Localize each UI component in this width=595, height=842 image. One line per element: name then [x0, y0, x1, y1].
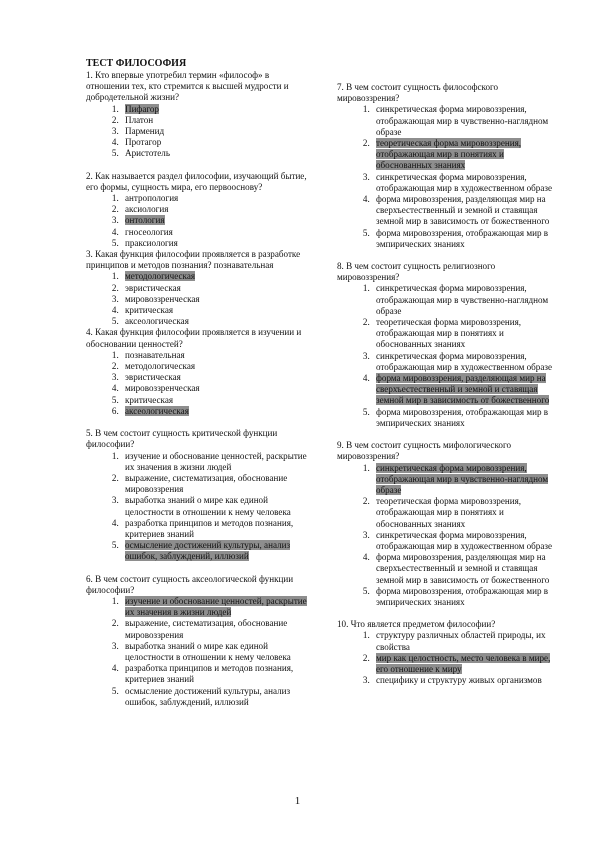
question	[86, 70, 308, 160]
answer-option	[372, 530, 559, 552]
answer-option-correct	[121, 596, 308, 618]
answer-list	[86, 193, 308, 249]
answer-text: эвристическая	[125, 282, 181, 293]
page-title: ТЕСТ ФИЛОСОФИЯ	[86, 58, 187, 69]
answer-text: выражение, систематизация, обоснование мировоззрения	[125, 472, 288, 495]
question-text: 10. Что является предметом философии?	[337, 619, 496, 630]
answer-option	[121, 473, 308, 495]
answer-text: форма мировоззрения, разделяющая мир на сверхъестественный и земной и ставящая земной мир в зависимость от божественного	[376, 194, 550, 227]
answer-option-correct	[121, 540, 308, 562]
question	[86, 428, 308, 562]
answer-text: познавательная	[125, 349, 185, 360]
answer-option	[372, 283, 559, 317]
answer-text: изучение и обоснование ценностей, раскрытие их значения в жизни людей	[125, 595, 307, 618]
answer-option	[121, 361, 308, 372]
answer-list	[86, 271, 308, 327]
answer-option	[372, 675, 559, 686]
answer-option-correct	[372, 373, 559, 407]
right-question-list	[337, 82, 559, 686]
question-text: 8. В чем состоит сущность религиозного мировоззрения?	[337, 261, 496, 283]
question	[337, 619, 559, 686]
answer-text: синкретическая форма мировоззрения, отображающая мир в художественном образе	[376, 529, 553, 551]
answer-option-correct	[372, 138, 559, 172]
answer-option	[121, 294, 308, 305]
answer-text: структуру различных областей природы, их свойства	[376, 630, 546, 652]
answer-text: аксиология	[125, 204, 169, 215]
question	[86, 574, 308, 708]
answer-option	[372, 228, 559, 250]
right-column	[337, 82, 559, 686]
answer-option	[121, 238, 308, 249]
answer-text: форма мировоззрения, отображающая мир в эмпирических знаниях	[376, 227, 549, 249]
answer-text: теоретическая форма мировоззрения, отображающая мир в понятиях и обоснованных знаниях	[376, 138, 522, 171]
answer-option	[121, 451, 308, 473]
answer-list	[337, 283, 559, 429]
question	[86, 249, 308, 327]
left-question-list	[86, 70, 308, 708]
answer-option-correct	[121, 104, 308, 115]
answer-list	[86, 451, 308, 563]
answer-text: форма мировоззрения, отображающая мир в эмпирических знаниях	[376, 585, 549, 607]
spacer	[337, 608, 559, 619]
page-number: 1	[294, 795, 301, 807]
answer-text: теоретическая форма мировоззрения, отображающая мир в понятиях и обоснованных знаниях	[376, 496, 522, 529]
answer-option-correct	[372, 463, 559, 497]
answer-text: мировоззренческая	[125, 293, 200, 304]
question-text: 9. В чем состоит сущность мифологического мировоззрения?	[337, 440, 512, 462]
answer-option	[121, 663, 308, 685]
answer-option	[121, 350, 308, 361]
answer-option	[121, 316, 308, 327]
answer-text: осмысление достижений культуры, анализ ошибок, заблуждений, иллюзий	[125, 540, 291, 562]
answer-text: критическая	[125, 305, 174, 316]
answer-option	[121, 518, 308, 540]
answer-text: теоретическая форма мировоззрения, отображающая мир в понятиях и обоснованных знаниях	[376, 317, 522, 350]
answer-text: мир как целостность, место человека в мире, его отношение к миру	[376, 652, 551, 674]
answer-list	[337, 630, 559, 686]
answer-text: Аристотель	[125, 148, 170, 159]
answer-list	[86, 104, 308, 160]
answer-option	[121, 305, 308, 316]
answer-option	[372, 407, 559, 429]
question	[337, 440, 559, 608]
spacer	[86, 160, 308, 171]
question-text: 7. В чем состоит сущность философского мировоззрения?	[337, 82, 499, 104]
answer-option	[121, 204, 308, 215]
answer-text: синкретическая форма мировоззрения, отображающая мир в чувственно-наглядном образе	[376, 462, 549, 495]
answer-text: критическая	[125, 394, 174, 405]
answer-text: синкретическая форма мировоззрения, отображающая мир в чувственно-наглядном образе	[376, 104, 549, 137]
answer-list	[337, 104, 559, 250]
answer-option	[372, 586, 559, 608]
answer-option	[372, 552, 559, 586]
answer-text: Пифагор	[125, 103, 159, 114]
answer-option	[372, 172, 559, 194]
answer-text: мировоззренческая	[125, 383, 200, 394]
answer-option	[121, 495, 308, 517]
answer-text: синкретическая форма мировоззрения, отображающая мир в художественном образе	[376, 171, 553, 193]
question	[337, 261, 559, 429]
answer-text: Парменид	[125, 126, 165, 137]
question-text: 5. В чем состоит сущность критической функции философии?	[86, 428, 278, 450]
answer-option-correct	[121, 215, 308, 226]
answer-option	[121, 641, 308, 663]
answer-option	[121, 227, 308, 238]
question-text: 3. Какая функция философии проявляется в разработке принципов и методов познания? познавательная	[86, 249, 301, 271]
answer-text: Платон	[125, 114, 154, 125]
answer-option	[121, 372, 308, 383]
answer-option	[121, 686, 308, 708]
answer-option	[121, 137, 308, 148]
question-text: 4. Какая функция философии проявляется в изучении и обосновании ценностей?	[86, 327, 302, 349]
answer-option-correct	[121, 271, 308, 282]
answer-option	[372, 194, 559, 228]
answer-text: методологическая	[125, 271, 196, 282]
answer-list	[86, 350, 308, 417]
answer-list	[337, 463, 559, 609]
spacer	[86, 417, 308, 428]
answer-option-correct	[372, 653, 559, 675]
answer-text: онтология	[125, 215, 165, 226]
spacer	[337, 250, 559, 261]
answer-text: аксеологическая	[125, 316, 189, 327]
answer-text: синкретическая форма мировоззрения, отображающая мир в чувственно-наглядном образе	[376, 283, 549, 316]
answer-text: антропология	[125, 193, 179, 204]
answer-text: гносеология	[125, 226, 173, 237]
answer-text: изучение и обоснование ценностей, раскрытие их значения в жизни людей	[125, 450, 307, 472]
spacer	[337, 429, 559, 440]
answer-text: эвристическая	[125, 372, 181, 383]
answer-text: форма мировоззрения, разделяющая мир на сверхъестественный и земной и ставящая земной мир в зависимость от божественного	[376, 373, 550, 406]
answer-option	[372, 104, 559, 138]
question	[86, 171, 308, 249]
answer-text: выработка знаний о мире как единой целостности в отношении к нему человека	[125, 640, 291, 662]
answer-text: разработка принципов и методов познания, критериев знаний	[125, 517, 294, 539]
answer-option	[121, 115, 308, 126]
answer-text: синкретическая форма мировоззрения, отображающая мир в художественном образе	[376, 350, 553, 372]
answer-option	[121, 383, 308, 394]
answer-option	[372, 496, 559, 530]
left-column	[86, 58, 308, 708]
answer-text: форма мировоззрения, разделяющая мир на сверхъестественный и земной и ставящая земной мир в зависимость от божественного	[376, 552, 550, 585]
question-text: 2. Как называется раздел философии, изучающий бытие, его формы, сущность мира, его первооснову?	[86, 170, 307, 192]
answer-text: аксеологическая	[125, 405, 189, 416]
question	[337, 82, 559, 250]
answer-option	[121, 395, 308, 406]
question-text: 1. Кто впервые употребил термин «философ» в отношении тех, кто стремится к высшей мудрости и добродетельной жизни?	[86, 70, 289, 103]
spacer	[86, 563, 308, 574]
answer-text: выработка знаний о мире как единой целостности в отношении к нему человека	[125, 495, 291, 517]
answer-option	[372, 351, 559, 373]
answer-option	[121, 148, 308, 159]
answer-text: специфику и структуру живых организмов	[376, 675, 542, 686]
answer-option-correct	[121, 406, 308, 417]
answer-text: Протагор	[125, 137, 162, 148]
answer-option	[121, 126, 308, 137]
answer-option	[121, 283, 308, 294]
answer-text: форма мировоззрения, отображающая мир в эмпирических знаниях	[376, 406, 549, 428]
question	[86, 327, 308, 417]
answer-text: осмысление достижений культуры, анализ ошибок, заблуждений, иллюзий	[125, 685, 291, 707]
question-text: 6. В чем состоит сущность аксеологической функции философии?	[86, 573, 294, 595]
answer-text: разработка принципов и методов познания, критериев знаний	[125, 663, 294, 685]
answer-option	[121, 618, 308, 640]
answer-text: праксиология	[125, 237, 178, 248]
answer-option	[372, 317, 559, 351]
answer-option	[372, 630, 559, 652]
answer-text: методологическая	[125, 361, 196, 372]
answer-list	[86, 596, 308, 708]
answer-option	[121, 193, 308, 204]
answer-text: выражение, систематизация, обоснование мировоззрения	[125, 618, 288, 640]
